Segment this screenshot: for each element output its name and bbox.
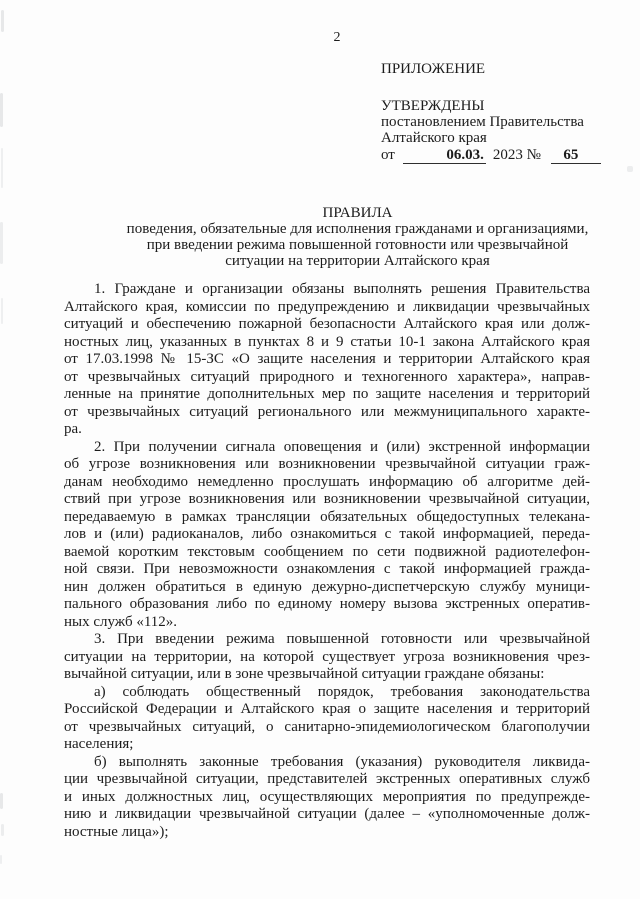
scan-artifact: [0, 793, 3, 809]
text-line: нин должен обратиться в единую дежурно-диспетчерскую службу муници-: [64, 578, 590, 595]
text-line: вычайной ситуации, или в зоне чрезвычайной ситуации граждане обязаны:: [64, 666, 545, 682]
text-line: ра.: [64, 421, 82, 437]
text-line: 1. Граждане и организации обязаны выполнять решения Правительства: [94, 281, 590, 297]
text-line: от чрезвычайных ситуаций регионального или межмуниципального характе-: [64, 403, 590, 420]
document-title: [0, 205, 640, 269]
text-line: пального образования либо по единому номеру вызова экстренных оператив-: [64, 596, 590, 612]
text-line: Российской Федерации и Алтайского края о защите населения и территорий: [64, 701, 590, 717]
text-line: от 17.03.1998 № 15-ЗС «О защите населения и территории Алтайского края: [64, 351, 590, 367]
text-line: от чрезвычайных ситуаций природного и техногенного характера», направ-: [64, 368, 590, 385]
text-line: а) соблюдать общественный порядок, требования законодательства: [94, 683, 590, 700]
text-line: ваемой коротким текстовым сообщением по сети подвижной радиотелефон-: [64, 543, 590, 560]
number-value: 65: [563, 147, 579, 163]
scan-artifact: [1, 824, 4, 836]
scan-artifact: [1, 298, 3, 324]
number-underline: [551, 148, 601, 164]
paragraph-2: [64, 439, 590, 632]
text-line: населения;: [64, 736, 134, 752]
paragraph-1: [64, 281, 590, 439]
approval-block: [381, 61, 601, 164]
text-line: 3. При введении режима повышенной готовности или чрезвычайной: [94, 631, 590, 647]
scan-artifact: [0, 855, 2, 864]
approval-line-2: Алтайского края: [381, 130, 487, 146]
text-line: данам необходимо немедленно прослушать информацию об алгоритме дей-: [64, 473, 590, 490]
text-line: лов и (или) радиоканалов, либо ознакомиться с такой информацией, переда-: [64, 526, 590, 542]
title-line: поведения, обязательные для исполнения гражданами и организациями,: [126, 221, 589, 237]
text-line: 2. При получении сигнала оповещения и (или) экстренной информации: [94, 438, 590, 455]
title-line: при введении режима повышенной готовности или чрезвычайной: [146, 237, 569, 253]
document-body: [64, 281, 590, 841]
text-line: ситуации на территории, на которой существует угроза возникновения чрез-: [64, 648, 590, 665]
scan-artifact: [1, 10, 4, 32]
paragraph-item-b: [64, 754, 590, 842]
text-line: ностных лиц, указанных в пунктах 8 и 9 статьи 10-1 закона Алтайского края: [64, 333, 590, 350]
text-line: и иных должностных лиц, осуществляющих мероприятия по предупрежде-: [64, 788, 590, 805]
text-line: Алтайского края, комиссии по предупреждению и ликвидации чрезвычайных: [64, 298, 590, 315]
paragraph-item-a: [64, 684, 590, 754]
date-value: 06.03.: [446, 147, 484, 163]
approved-label: УТВЕРЖДЕНЫ: [381, 98, 485, 114]
from-label: от: [381, 147, 395, 163]
date-underline: [403, 148, 486, 164]
scan-artifact: [0, 93, 3, 127]
text-line: нию и ликвидации чрезвычайной ситуации (далее – «уполномоченные долж-: [64, 806, 590, 822]
text-line: б) выполнять законные требования (указания) руководителя ликвида-: [94, 753, 590, 770]
page-number: 2: [333, 30, 341, 45]
title-line: ситуации на территории Алтайского края: [225, 253, 490, 269]
scan-artifact: [627, 166, 633, 172]
text-line: ствий при угрозе возникновения или возникновении чрезвычайной ситуации,: [64, 491, 590, 507]
text-line: передаваемую в рамках трансляции обязательных общедоступных телекана-: [64, 508, 590, 525]
text-line: ностные лица»);: [64, 823, 169, 840]
text-line: ции чрезвычайной ситуации, представителей экстренных оперативных служб: [64, 771, 590, 787]
year-number-label: 2023 №: [492, 147, 541, 163]
approval-line-1: постановлением Правительства: [381, 114, 584, 130]
annex-label: ПРИЛОЖЕНИЕ: [381, 61, 486, 77]
text-line: ситуаций и обеспечению пожарной безопасности Алтайского края или долж-: [64, 316, 590, 332]
text-line: ленные на принятие дополнительных мер по защите населения и территорий: [64, 386, 590, 402]
text-line: ных служб «112».: [64, 613, 178, 630]
text-line: ной связи. При невозможности ознакомления с такой информацией гражда-: [64, 561, 590, 577]
title-line: ПРАВИЛА: [322, 205, 393, 221]
text-line: об угрозе возникновения или возникновении чрезвычайной ситуации граж-: [64, 456, 590, 472]
text-line: от чрезвычайных ситуаций, о санитарно-эпидемиологическом благополучии: [64, 718, 590, 735]
paragraph-3: [64, 631, 590, 684]
approved-group: [381, 98, 601, 164]
approval-date-row: [381, 147, 601, 164]
scan-artifact: [1, 148, 3, 188]
